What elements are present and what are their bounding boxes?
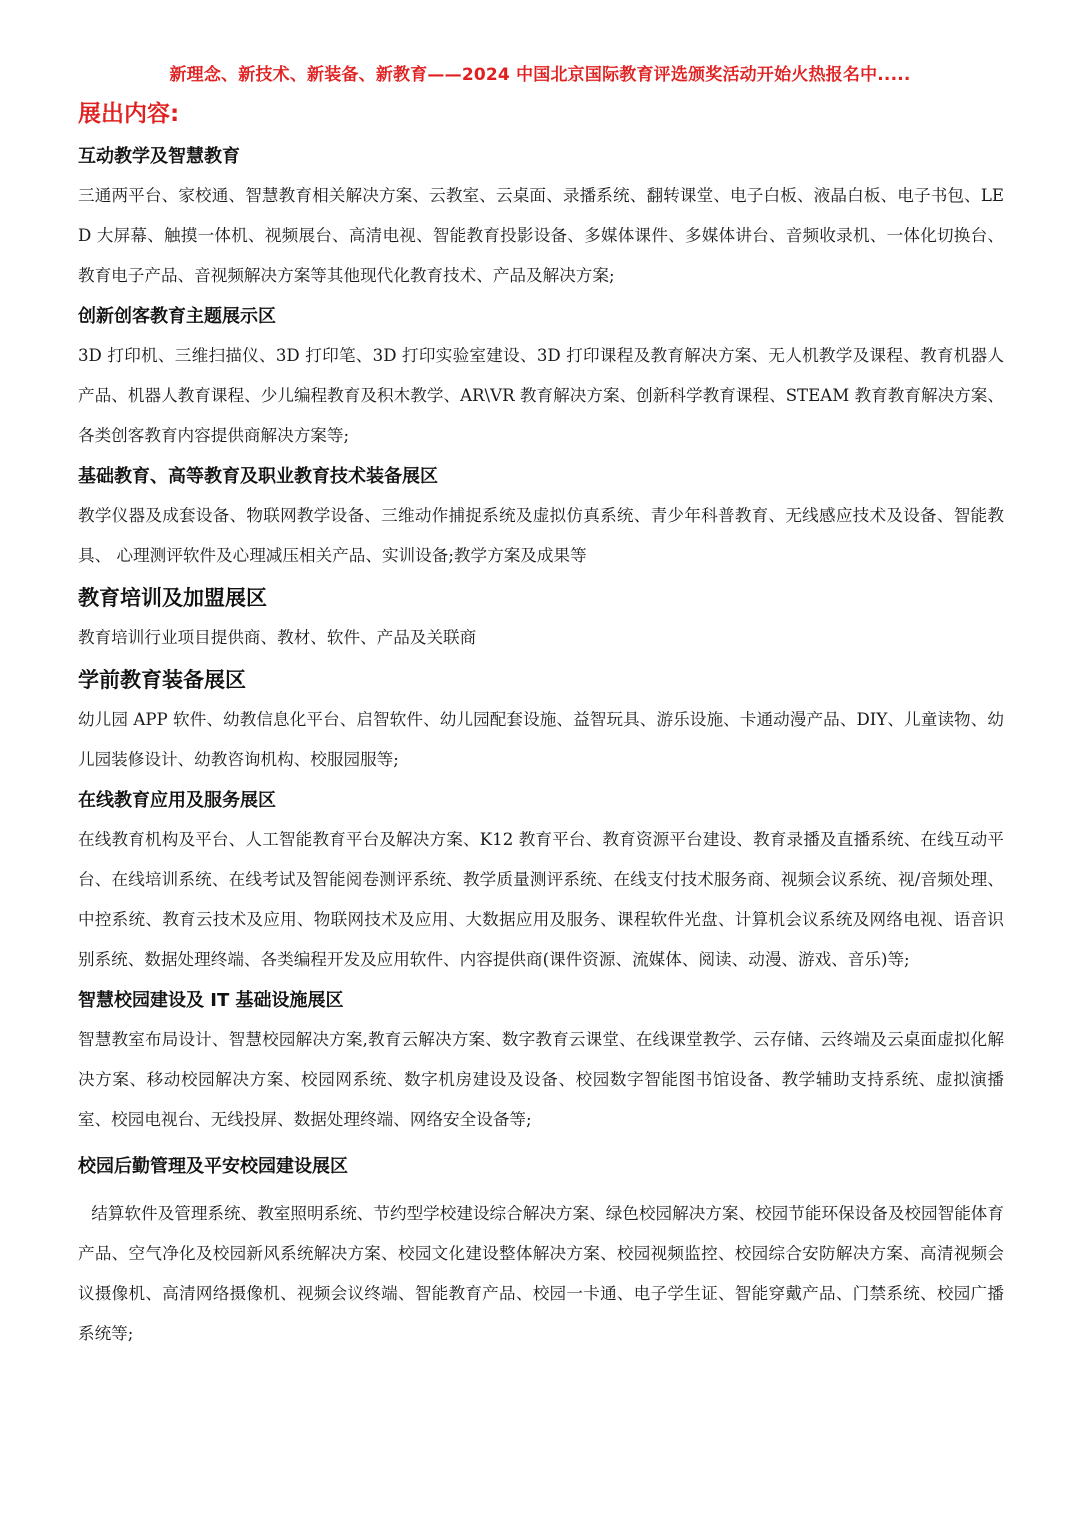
category-title: 校园后勤管理及平安校园建设展区 bbox=[78, 1156, 348, 1177]
category-smart-campus bbox=[78, 980, 1004, 1140]
category-interactive-teaching bbox=[78, 136, 1004, 296]
category-preschool bbox=[78, 658, 1004, 780]
category-training-franchise bbox=[78, 576, 1004, 658]
category-body: 幼儿园 APP 软件、幼教信息化平台、启智软件、幼儿园配套设施、益智玩具、游乐设施、卡通动漫产品、DIY、儿童读物、幼儿园装修设计、幼教咨询机构、校服园服等; bbox=[78, 710, 1004, 769]
category-body: 智慧教室布局设计、智慧校园解决方案,教育云解决方案、数字教育云课堂、在线课堂教学、云存储、云终端及云桌面虚拟化解决方案、移动校园解决方案、校园网系统、数字机房建设及设备、校园数字智能图书馆设备、教学辅助支持系统、虚拟演播室、校园电视台、无线投屏、数据处理终端、网络安全设备等; bbox=[78, 1030, 1004, 1129]
category-title: 基础教育、高等教育及职业教育技术装备展区 bbox=[78, 466, 438, 487]
category-title: 创新创客教育主题展示区 bbox=[78, 306, 276, 327]
category-body: 三通两平台、家校通、智慧教育相关解决方案、云教室、云桌面、录播系统、翻转课堂、电子白板、液晶白板、电子书包、LED 大屏幕、触摸一体机、视频展台、高清电视、智能教育投影设备、多媒体课件、多媒体讲台、音频收录机、一体化切换台、教育电子产品、音视频解决方案等其他现代化教育技术、产品及解决方案; bbox=[78, 186, 1004, 285]
category-body: 教育培训行业项目提供商、教材、软件、产品及关联商 bbox=[78, 628, 477, 647]
category-title: 智慧校园建设及 IT 基础设施展区 bbox=[78, 990, 344, 1011]
section-label: 展出内容: bbox=[78, 101, 180, 127]
category-title: 学前教育装备展区 bbox=[78, 668, 246, 692]
category-body: 教学仪器及成套设备、物联网教学设备、三维动作捕捉系统及虚拟仿真系统、青少年科普教育、无线感应技术及设备、智能教具、 心理测评软件及心理减压相关产品、实训设备;教学方案及成果等 bbox=[78, 506, 1004, 565]
category-body: 3D 打印机、三维扫描仪、3D 打印笔、3D 打印实验室建设、3D 打印课程及教育解决方案、无人机教学及课程、教育机器人产品、机器人教育课程、少儿编程教育及积木教学、AR\VR 教育解决方案、创新科学教育课程、STEAM 教育教育解决方案、各类创客教育内容提供商解决方案等; bbox=[78, 346, 1004, 445]
category-body: 结算软件及管理系统、教室照明系统、节约型学校建设综合解决方案、绿色校园解决方案、校园节能环保设备及校园智能体育产品、空气净化及校园新风系统解决方案、校园文化建设整体解决方案、校园视频监控、校园综合安防解决方案、高清视频会议摄像机、高清网络摄像机、视频会议终端、智能教育产品、校园一卡通、电子学生证、智能穿戴产品、门禁系统、校园广播系统等; bbox=[78, 1204, 1004, 1343]
category-campus-logistics-safety bbox=[78, 1146, 1004, 1354]
promo-banner: 新理念、新技术、新装备、新教育——2024 中国北京国际教育评选颁奖活动开始火热报名中..... bbox=[169, 65, 911, 85]
category-title: 互动教学及智慧教育 bbox=[78, 146, 240, 167]
category-body: 在线教育机构及平台、人工智能教育平台及解决方案、K12 教育平台、教育资源平台建设、教育录播及直播系统、在线互动平台、在线培训系统、在线考试及智能阅卷测评系统、教学质量测评系统、在线支付技术服务商、视频会议系统、视/音频处理、中控系统、教育云技术及应用、物联网技术及应用、大数据应用及服务、课程软件光盘、计算机会议系统及网络电视、语音识别系统、数据处理终端、各类编程开发及应用软件、内容提供商(课件资源、流媒体、阅读、动漫、游戏、音乐)等; bbox=[78, 830, 1004, 969]
category-basic-higher-vocational bbox=[78, 456, 1004, 576]
category-title: 在线教育应用及服务展区 bbox=[78, 790, 276, 811]
category-maker-education bbox=[78, 296, 1004, 456]
exhibit-content bbox=[78, 96, 1004, 1354]
category-online-education bbox=[78, 780, 1004, 980]
category-title: 教育培训及加盟展区 bbox=[78, 586, 267, 610]
